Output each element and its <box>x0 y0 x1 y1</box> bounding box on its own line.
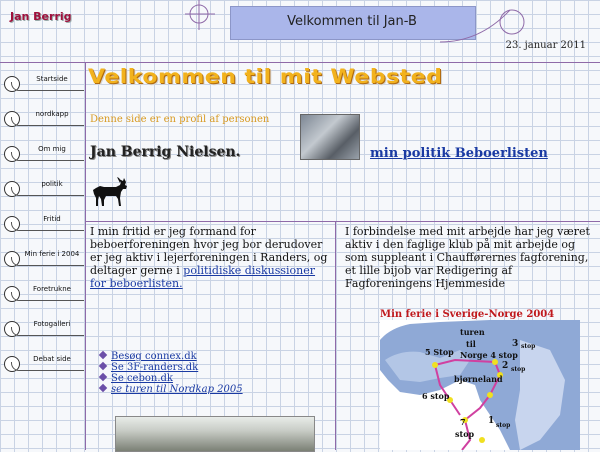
sidebar-divider <box>85 62 86 450</box>
diamond-bullet-icon <box>99 351 107 359</box>
person-name: Jan Berrig Nielsen. <box>90 144 241 160</box>
bottom-photo <box>115 416 315 452</box>
list-item <box>100 373 243 384</box>
map-label-stop3: 3 <box>512 339 519 349</box>
political-discussions-link[interactable]: politidiske diskussioner for beboerlisten. <box>90 264 316 290</box>
sidebar-item-politik[interactable] <box>4 181 80 201</box>
map-label-stop2s: stop <box>511 366 526 373</box>
sidebar-item-label: Min ferie i 2004 <box>24 250 80 258</box>
map-label-stop3s: stop <box>521 343 536 350</box>
map-label-bjorneland: bjørneland <box>454 374 503 384</box>
map-label-stop7s: stop <box>455 429 475 439</box>
map-label-stop5: 5 Stop <box>425 347 454 357</box>
diamond-bullet-icon <box>99 362 107 370</box>
map-label-stop2: 2 <box>502 361 509 371</box>
politik-link[interactable]: min politik Beboerlisten <box>370 146 548 161</box>
profile-photo <box>300 114 360 160</box>
sidebar-item-label: politik <box>41 180 63 188</box>
nav-arc <box>11 327 84 336</box>
sidebar-item-nordkapp[interactable] <box>4 111 80 131</box>
sidebar-item-foretrukne[interactable] <box>4 286 80 306</box>
decor-circle-icon <box>185 0 215 30</box>
map-label-stop6: 6 stop <box>422 391 450 401</box>
leisure-text: I min fritid er jeg formand for beboerforeningen hvor jeg bor derudover er jeg aktiv i lejerforeningen i Randers, og deltager gerne i <box>90 225 328 277</box>
profile-intro: Denne side er en profil af personen <box>90 114 270 125</box>
sidebar-item-label: Fritid <box>43 215 61 223</box>
nordkap-link[interactable]: se turen til Nordkap 2005 <box>111 384 243 395</box>
sidebar-item-label: Startside <box>36 75 68 83</box>
map-label-til: til <box>466 339 476 349</box>
welcome-heading: Velkommen til mit Websted <box>88 66 443 89</box>
sidebar-item-startside[interactable] <box>4 76 80 96</box>
sidebar-item-label: Om mig <box>38 145 66 153</box>
map-label-stop1s: stop <box>496 422 511 429</box>
map-label-norge4: Norge 4 stop <box>460 350 518 360</box>
nav-arc <box>11 187 84 196</box>
map-label-turen: turen <box>460 327 485 337</box>
link-list <box>100 351 243 395</box>
moose-icon <box>90 176 128 208</box>
list-item <box>100 351 243 362</box>
diamond-bullet-icon <box>99 384 107 392</box>
nav-arc <box>11 257 84 266</box>
banner-title: Velkommen til Jan-B <box>287 14 417 29</box>
map-shape <box>380 320 580 450</box>
sidebar-item-label: Debat side <box>33 355 71 363</box>
map-title: Min ferie i Sverige-Norge 2004 <box>380 309 555 320</box>
work-paragraph: I forbindelse med mit arbejde har jeg været aktiv i den faglige klub på mit arbejde og som suppleant i Chaufførernes fagforening, et lille bijob var Redigering af Fagforeningens Hjemmeside <box>345 225 590 290</box>
content-divider <box>85 221 600 222</box>
nav-arc <box>11 152 84 161</box>
sidebar-item-min-ferie[interactable] <box>4 251 80 271</box>
nav-arc <box>11 222 84 231</box>
sidebar-item-fritid[interactable] <box>4 216 80 236</box>
nav-arc <box>11 82 84 91</box>
diamond-bullet-icon <box>99 373 107 381</box>
sidebar-item-label: Foretrukne <box>33 285 71 293</box>
sidebar-item-om-mig[interactable] <box>4 146 80 166</box>
nav-arc <box>11 362 84 371</box>
sidebar-item-debat-side[interactable] <box>4 356 80 376</box>
date: 23. januar 2011 <box>505 40 586 51</box>
sidebar-item-label: Fotogalleri <box>33 320 71 328</box>
list-item <box>100 362 243 373</box>
list-item <box>100 384 243 395</box>
cebon-link[interactable]: Se cebon.dk <box>111 373 173 384</box>
site-name: Jan Berrig <box>10 10 72 23</box>
sidebar-item-label: nordkapp <box>35 110 69 118</box>
nav-arc <box>11 292 84 301</box>
vacation-map <box>380 320 580 450</box>
nav-arc <box>11 117 84 126</box>
map-label-stop1: 1 <box>488 416 495 426</box>
connex-link[interactable]: Besøg connex.dk <box>111 351 197 362</box>
leisure-paragraph <box>90 225 330 290</box>
column-divider <box>335 221 336 450</box>
top-divider <box>0 62 600 63</box>
sidebar-item-fotogalleri[interactable] <box>4 321 80 341</box>
3f-randers-link[interactable]: Se 3F-randers.dk <box>111 362 199 373</box>
map-label-stop7: 7 <box>460 417 466 427</box>
